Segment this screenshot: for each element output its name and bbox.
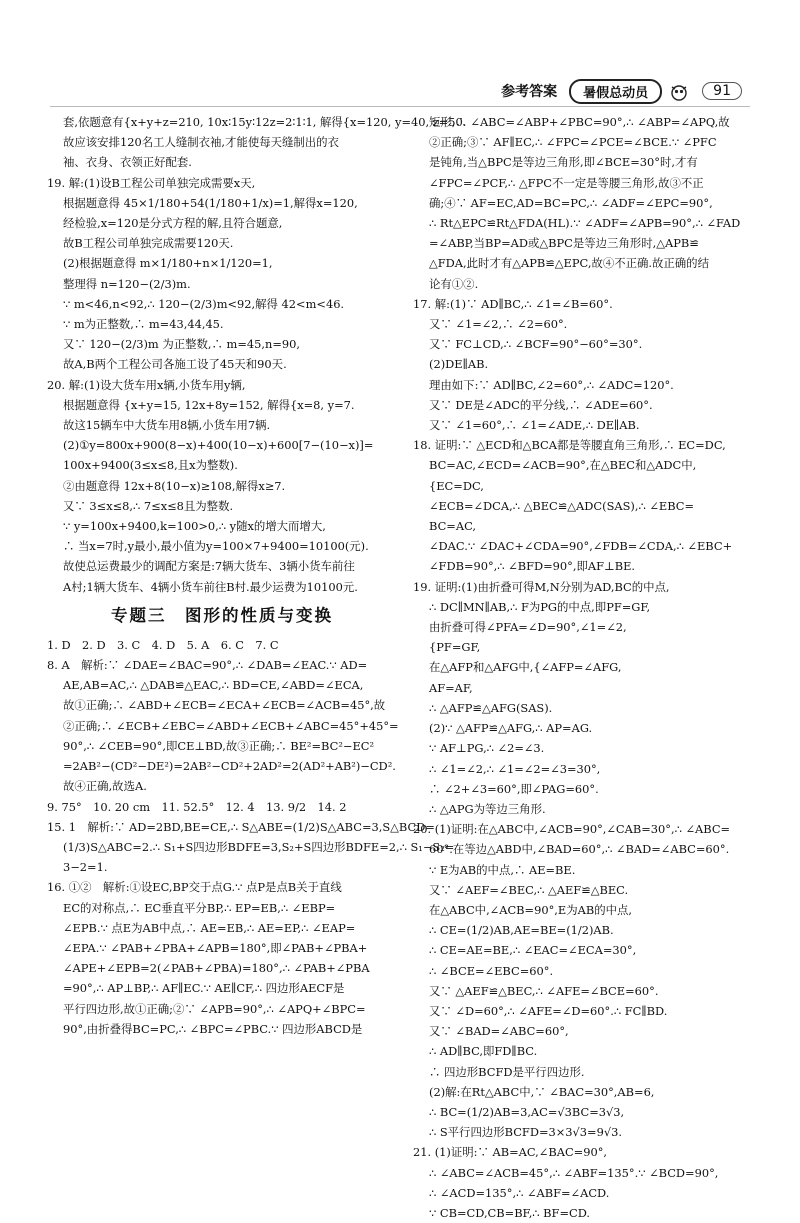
text-line: =2AB²−(CD²−DE²)=2AB²−CD²+2AD²=2(AD²+AB²)−CD². [63, 759, 396, 774]
text-line: BC=AC,∠ECD=∠ACB=90°,在△BEC和△ADC中, [429, 458, 697, 473]
text-line: =∠ABP,当BP=AD或△BPC是等边三角形时,△APB≌ [429, 236, 699, 251]
text-line: 经检验,x=120是分式方程的解,且符合题意, [63, 216, 283, 231]
text-line: 17. 解:(1)∵ AD∥BC,∴ ∠1=∠B=60°. [413, 296, 613, 311]
text-line: ∠EPA.∵ ∠PAB+∠PBA+∠APB=180°,即∠PAB+∠PBA+ [63, 940, 368, 955]
text-line: ∵ y=100x+9400,k=100>0,∴ y随x的增大而增大, [63, 519, 326, 534]
text-line: AF=AF, [429, 680, 473, 695]
text-line: 19. 证明:(1)由折叠可得M,N分别为AD,BC的中点, [413, 579, 670, 594]
text-line: 又∵ ∠1=60°,∴ ∠1=∠ADE,∴ DE∥AB. [429, 418, 640, 433]
text-line: 又∵ 3≤x≤8,∴ 7≤x≤8且为整数. [63, 498, 234, 513]
text-line: 在△AFP和△AFG中,{∠AFP=∠AFG, [429, 660, 622, 675]
text-line: ∴ Rt△EPC≌Rt△FDA(HL).∵ ∠ADF=∠APB=90°,∴ ∠FAD [429, 216, 741, 231]
text-line: 90°,由折叠得BC=PC,∴ ∠BPC=∠PBC.∵ 四边形ABCD是 [63, 1021, 363, 1036]
text-line: (1/3)S△ABC=2.∴ S₁+S四边形BDFE=3,S₂+S四边形BDFE=2,∴ S₁−S₂= [63, 839, 455, 854]
text-line: 19. 解:(1)设B工程公司单独完成需要x天, [47, 175, 256, 190]
page-number: 91 [702, 82, 742, 100]
text-line: 是钝角,当△BPC是等边三角形,即∠BCE=30°时,才有 [429, 155, 698, 170]
text-line: 又∵ △AEF≌△BEC,∴ ∠AFE=∠BCE=60°. [429, 983, 659, 998]
text-line: {PF=GF, [429, 640, 481, 655]
text-line: ∠FDB=90°,∴ ∠BFD=90°,即AF⊥BE. [429, 559, 636, 574]
text-line: ∵ AF⊥PG,∴ ∠2=∠3. [429, 741, 545, 756]
text-line: 故应该安排120名工人缝制衣袖,才能使每天缝制出的衣 [63, 135, 339, 150]
text-line: 根据题意得 45×1/180+54(1/180+1/x)=1,解得x=120, [63, 195, 358, 210]
text-line: 故使总运费最少的调配方案是:7辆大货车、3辆小货车前往 [63, 559, 355, 574]
text-line: 20. 解:(1)设大货车用x辆,小货车用y辆, [47, 377, 246, 392]
text-line: ∴ CE=AE=BE,∴ ∠EAC=∠ECA=30°, [429, 943, 637, 958]
text-line: ∴ AD∥BC,即FD∥BC. [429, 1044, 538, 1059]
text-line: ∵ E为AB的中点,∴ AE=BE. [429, 862, 576, 877]
text-line: ∴ 四边形BCFD是平行四边形. [429, 1064, 585, 1079]
text-line: ②由题意得 12x+8(10−x)≥108,解得x≥7. [63, 478, 286, 493]
text-line: 又∵ ∠AEF=∠BEC,∴ △AEF≌△BEC. [429, 882, 629, 897]
text-line: 由折叠可得∠PFA=∠D=90°,∠1=∠2, [429, 620, 627, 635]
text-line: 15. 1 解析:∵ AD=2BD,BE=CE,∴ S△ABE=(1/2)S△ABC=3,S△BCD= [47, 819, 435, 834]
text-line: (2)∵ △AFP≌△AFG,∴ AP=AG. [429, 721, 593, 736]
text-line: ∴ ∠ACD=135°,∴ ∠ABF=∠ACD. [429, 1185, 610, 1200]
text-line: 9. 75° 10. 20 cm 11. 52.5° 12. 4 13. 9/2 14. 2 [47, 799, 347, 814]
text-line: ∠DAC.∵ ∠DAC+∠CDA=90°,∠FDB=∠CDA,∴ ∠EBC+ [429, 539, 733, 554]
text-line: 又∵ DE是∠ADC的平分线,∴ ∠ADE=60°. [429, 397, 653, 412]
text-line: 又∵ ∠BAD=∠ABC=60°, [429, 1024, 569, 1039]
text-line: 60°.在等边△ABD中,∠BAD=60°,∴ ∠BAD=∠ABC=60°. [429, 842, 730, 857]
text-line: ∴ S平行四边形BCFD=3×3√3=9√3. [429, 1125, 622, 1140]
text-line: 根据题意得 {x+y=15, 12x+8y=152, 解得{x=8, y=7. [63, 397, 355, 412]
text-line: ∴ BC=(1/2)AB=3,AC=√3BC=3√3, [429, 1104, 625, 1119]
right-column [413, 112, 755, 1223]
text-line: EC的对称点,∴ EC垂直平分BP,∴ EP=EB,∴ ∠EBP= [63, 900, 336, 915]
text-line: 16. ①② 解析:①设EC,BP交于点G.∵ 点P是点B关于直线 [47, 880, 342, 895]
text-line: ②正确;③∵ AF∥EC,∴ ∠FPC=∠PCE=∠BCE.∵ ∠PFC [429, 135, 717, 150]
text-line: ∵ CB=CD,CB=BF,∴ BF=CD. [429, 1205, 591, 1220]
text-line: 又∵ ∠D=60°,∴ ∠AFE=∠D=60°.∴ FC∥BD. [429, 1003, 668, 1018]
text-line: (2)解:在Rt△ABC中,∵ ∠BAC=30°,AB=6, [429, 1084, 655, 1099]
text-line: ∠ECB=∠DCA,∴ △BEC≌△ADC(SAS),∴ ∠EBC= [429, 498, 695, 513]
right-answers [413, 112, 755, 1223]
text-line: 21. (1)证明:∵ AB=AC,∠BAC=90°, [413, 1145, 608, 1160]
text-line: 1. D 2. D 3. C 4. D 5. A 6. C 7. C [47, 637, 279, 652]
text-line: 在△ABC中,∠ACB=90°,E为AB的中点, [429, 902, 632, 917]
text-line: 故①正确;∴ ∠ABD+∠ECB=∠ECA+∠ECB=∠ACB=45°,故 [63, 698, 386, 713]
section-title: 参考答案 [501, 84, 558, 100]
text-line: 又∵ FC⊥CD,∴ ∠BCF=90°−60°=30°. [429, 337, 643, 352]
text-line: 8. A 解析:∵ ∠DAE=∠BAC=90°,∴ ∠DAB=∠EAC.∵ AD= [47, 658, 368, 673]
text-line: 3−2=1. [63, 860, 108, 875]
text-line: 平行四边形,故①正确;②∵ ∠APB=90°,∴ ∠APQ+∠BPC= [63, 1001, 366, 1016]
text-line: 理由如下:∵ AD∥BC,∠2=60°,∴ ∠ADC=120°. [429, 377, 674, 392]
text-line: 20. (1)证明:在△ABC中,∠ACB=90°,∠CAB=30°,∴ ∠ABC= [413, 822, 731, 837]
text-line: ∴ ∠1=∠2,∴ ∠1=∠2=∠3=30°, [429, 761, 601, 776]
text-line: 矩形,∴ ∠ABC=∠ABP+∠PBC=90°,∴ ∠ABP=∠APQ,故 [429, 115, 730, 129]
text-line: ∴ ∠ABC=∠ACB=45°,∴ ∠ABF=135°.∵ ∠BCD=90°, [429, 1165, 719, 1180]
text-line: ∴ △AFP≌△AFG(SAS). [429, 700, 553, 715]
text-line: 又∵ 120−(2/3)m 为正整数,∴ m=45,n=90, [63, 337, 300, 352]
text-line: 故④正确,故选A. [63, 779, 147, 794]
text-line: ∠EPB.∵ 点E为AB中点,∴ AE=EB,∴ AE=EP,∴ ∠EAP= [63, 920, 356, 935]
text-line: =90°,∴ AP⊥BP,∴ AF∥EC.∵ AE∥CF,∴ 四边形AECF是 [63, 981, 345, 996]
text-line: △FDA,此时才有△APB≌△EPC,故④不正确.故正确的结 [429, 256, 709, 271]
text-line: ∴ ∠2+∠3=60°,即∠PAG=60°. [429, 781, 599, 796]
text-line: BC=AC, [429, 519, 476, 534]
text-line: ∴ DC∥MN∥AB,∴ F为PG的中点,即PF=GF, [429, 599, 651, 614]
text-line: 故A,B两个工程公司各施工设了45天和90天. [63, 357, 287, 372]
text-line: 确;④∵ AF=EC,AD=BC=PC,∴ ∠ADF=∠EPC=90°, [429, 195, 713, 210]
text-line: 又∵ ∠1=∠2,∴ ∠2=60°. [429, 317, 568, 332]
text-line: ∵ m为正整数,∴ m=43,44,45. [63, 317, 224, 332]
text-line: A村;1辆大货车、4辆小货车前往B村.最少运费为10100元. [63, 579, 358, 594]
text-line: ∴ CE=(1/2)AB,AE=BE=(1/2)AB. [429, 923, 614, 938]
text-line: ∴ △APG为等边三角形. [429, 801, 546, 816]
page-header [501, 78, 742, 104]
chapter-title: 专题三 图形的性质与变换 [111, 605, 333, 625]
text-line: ②正确;∴ ∠ECB+∠EBC=∠ABD+∠ECB+∠ABC=45°+45°= [63, 718, 399, 733]
text-line: 袖、衣身、衣领正好配套. [63, 155, 192, 170]
text-line: AE,AB=AC,∴ △DAB≌△EAC,∴ BD=CE,∠ABD=∠ECA, [63, 678, 364, 693]
text-line: 18. 证明:∵ △ECD和△BCA都是等腰直角三角形,∴ EC=DC, [413, 438, 726, 453]
text-line: 整理得 n=120−(2/3)m. [63, 276, 191, 291]
text-line: 故B工程公司单独完成需要120天. [63, 236, 234, 251]
text-line: ∴ 当x=7时,y最小,最小值为y=100×7+9400=10100(元). [63, 539, 369, 554]
text-line: 故这15辆车中大货车用8辆,小货车用7辆. [63, 418, 271, 433]
book-title-badge: 暑假总动员 [569, 79, 662, 104]
text-line: (2)①y=800x+900(8−x)+400(10−x)+600[7−(10−x)]= [63, 438, 374, 453]
text-line: ∵ m<46,n<92,∴ 120−(2/3)m<92,解得 42<m<46. [63, 296, 345, 311]
text-line: {EC=DC, [429, 478, 484, 493]
text-line: 套,依题意有{x+y+z=210, 10x∶15y∶12z=2∶1∶1, 解得{x=120, y=40, z=50. [63, 115, 467, 129]
text-line: 90°,∴ ∠CEB=90°,即CE⊥BD,故③正确;∴ BE²=BC²−EC² [63, 738, 375, 753]
text-line: 论有①②. [429, 276, 479, 291]
text-line: ∠FPC=∠PCF,∴ △FPC不一定是等腰三角形,故③不正 [429, 175, 704, 190]
text-line: (2)DE∥AB. [429, 357, 489, 372]
owl-mascot-icon [668, 81, 690, 101]
text-line: ∴ ∠BCE=∠EBC=60°. [429, 963, 554, 978]
text-line: ∠APE+∠EPB=2(∠PAB+∠PBA)=180°,∴ ∠PAB+∠PBA [63, 961, 370, 976]
text-line: 100x+9400(3≤x≤8,且x为整数). [63, 458, 238, 473]
text-line: (2)根据题意得 m×1/180+n×1/120=1, [63, 256, 273, 271]
header-divider [50, 106, 750, 107]
